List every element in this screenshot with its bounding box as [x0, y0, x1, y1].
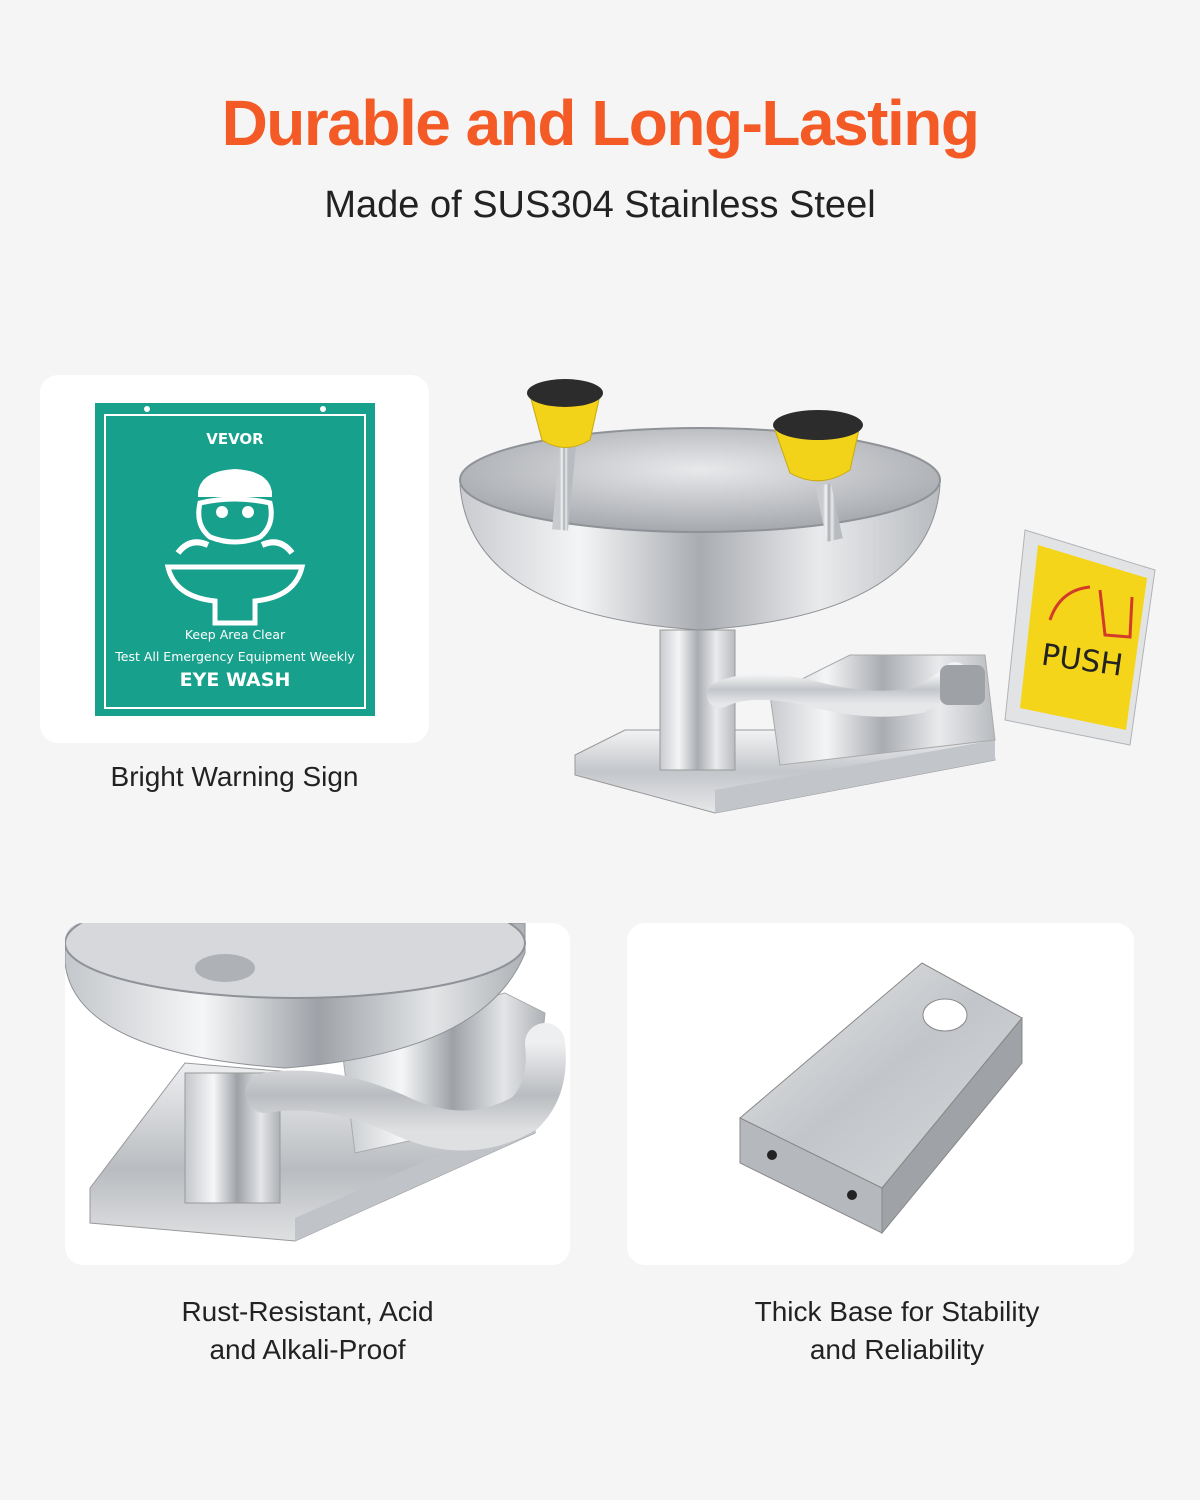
warning-sign-image	[40, 375, 429, 743]
caption-rust-resistant	[65, 1293, 550, 1369]
sign-keep-clear: Keep Area Clear	[184, 627, 286, 642]
thick-base-card	[627, 923, 1134, 1265]
sign-test-weekly: Test All Emergency Equipment Weekly	[115, 649, 355, 664]
base-plate-image	[627, 923, 1134, 1265]
rust-resistant-card	[65, 923, 570, 1265]
bowl-closeup-image	[65, 923, 570, 1265]
caption-rust-line1: Rust-Resistant, Acid	[181, 1296, 434, 1327]
sign-brand: VEVOR	[206, 430, 264, 448]
caption-base-line2: and Reliability	[809, 1334, 985, 1365]
page-subtitle: Made of SUS304 Stainless Steel	[324, 184, 876, 226]
sign-eye-wash: EYE WASH	[179, 669, 291, 691]
caption-warning-sign: Bright Warning Sign	[110, 761, 359, 792]
caption-base-line1: Thick Base for Stability	[754, 1296, 1040, 1327]
caption-thick-base	[627, 1293, 1167, 1369]
caption-rust-line2: and Alkali-Proof	[209, 1334, 406, 1365]
eye-wash-station-image	[450, 365, 1170, 835]
push-label: PUSH	[1039, 637, 1126, 684]
page-title: Durable and Long-Lasting	[221, 87, 979, 159]
warning-sign-card	[40, 375, 429, 743]
push-pedal	[1005, 530, 1155, 745]
